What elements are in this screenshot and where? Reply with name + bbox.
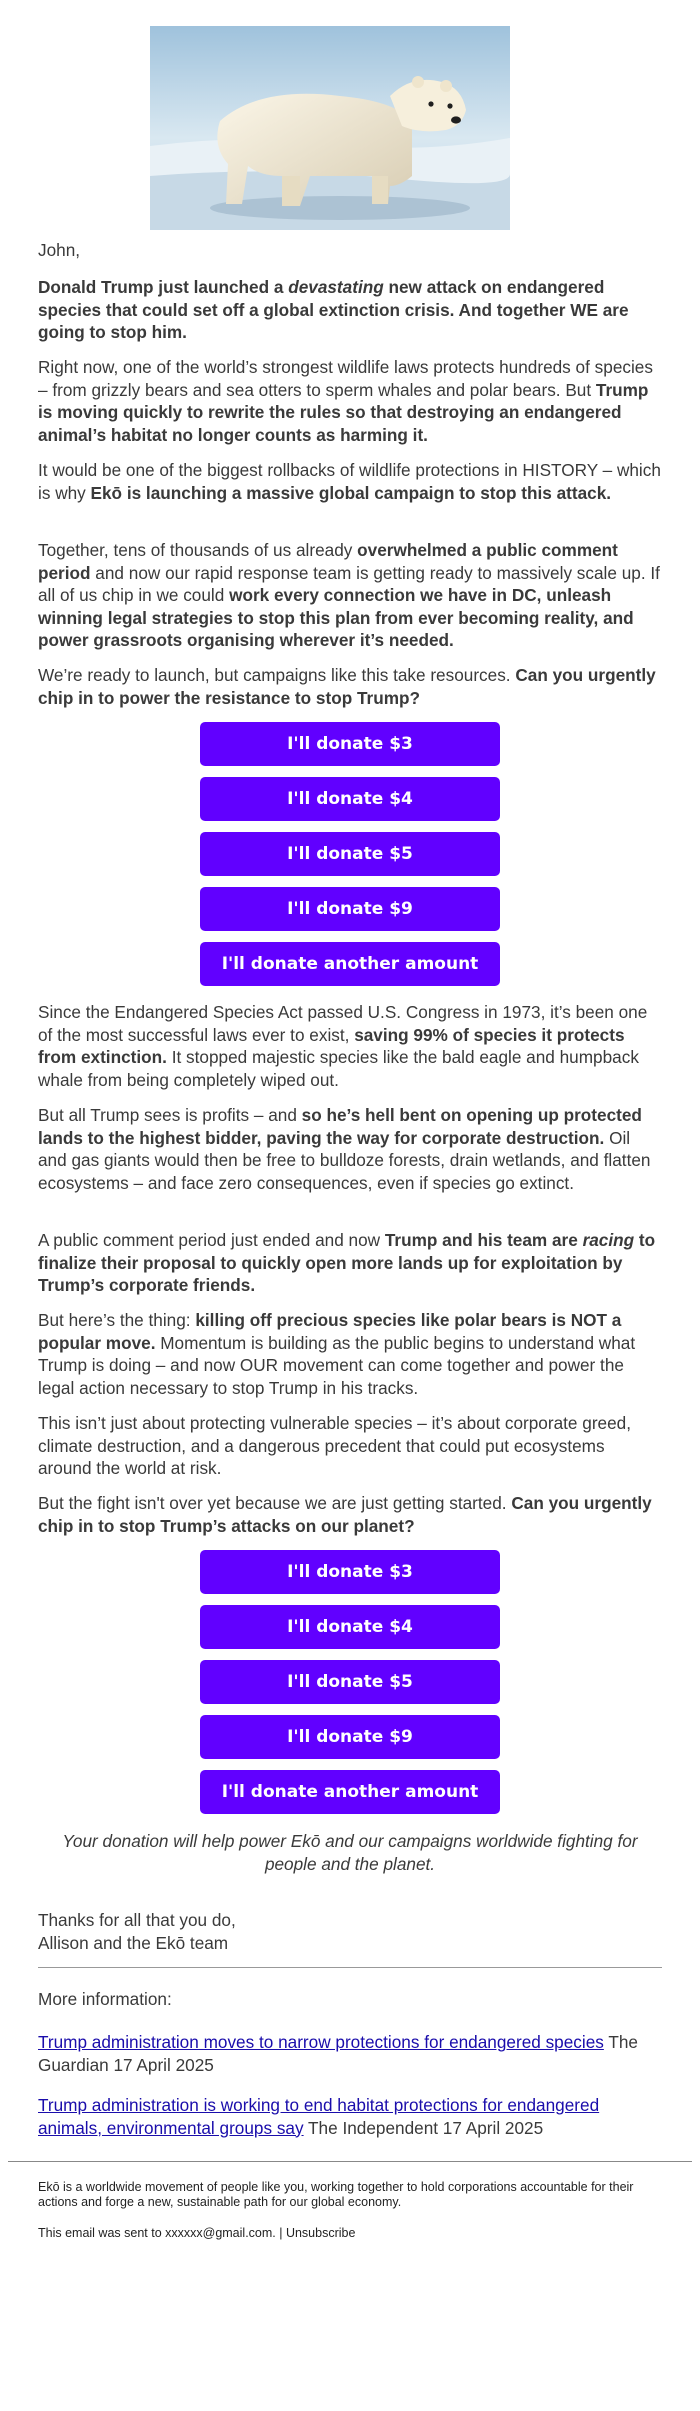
footer-sent-to: This email was sent to xxxxxx@gmail.com. | Unsubscribe xyxy=(38,2226,356,2240)
more-info-item-1 xyxy=(38,2031,662,2076)
guardian-article-link[interactable]: Trump administration moves to narrow protections for endangered species xyxy=(38,2032,604,2052)
donate-5-button-2[interactable]: I'll donate $5 xyxy=(200,1660,500,1704)
independent-article-link[interactable]: Trump administration is working to end habitat protections for endangered animals, environmental groups say xyxy=(38,2095,600,2138)
para11-bold: Can you urgently chip in to stop Trump’s attacks on our planet? xyxy=(38,1493,652,1536)
polar-bear-illustration xyxy=(150,26,510,230)
para3-bold: Ekō is launching a massive global campaign to stop this attack. xyxy=(90,482,612,503)
intro-b1: Donald Trump just launched a xyxy=(38,277,289,297)
para4-text2: and now our rapid response team is getting ready to massively scale up. If all of us chip in we could xyxy=(38,562,660,605)
para3-text: It would be one of the biggest rollbacks of wildlife protections in HISTORY – which is why xyxy=(38,460,661,503)
para11-text: But the fight isn't over yet because we are just getting started. xyxy=(38,1493,512,1513)
para8-bold1: Trump and his team are xyxy=(384,1230,583,1250)
footer-divider xyxy=(8,2161,692,2162)
signoff xyxy=(38,1909,662,1954)
footer-about: Ekō is a worldwide movement of people like you, working together to hold corporations accountable for their actions and forge a new, sustainable path for our global economy. xyxy=(38,2180,634,2209)
greeting: John, xyxy=(38,240,81,260)
signoff-line2: Allison and the Ekō team xyxy=(38,1932,229,1953)
paragraph-not-just-species: This isn’t just about protecting vulnerable species – it’s about corporate greed, climate destruction, and a dangerous precedent that could put ecosystems around the world at risk. xyxy=(38,1413,631,1478)
para6-bold: saving 99% of species it protects from extinction. xyxy=(38,1024,625,1067)
signoff-line1: Thanks for all that you do, xyxy=(38,1910,236,1930)
intro-em: devastating xyxy=(288,277,384,297)
donation-note: Your donation will help power Ekō and our campaigns worldwide fighting for people and the planet. xyxy=(62,1831,638,1874)
para5-bold: Can you urgently chip in to power the resistance to stop Trump? xyxy=(38,665,656,708)
donate-9-button-2[interactable]: I'll donate $9 xyxy=(200,1715,500,1759)
para8-em: racing xyxy=(582,1230,635,1250)
donate-4-button[interactable]: I'll donate $4 xyxy=(200,777,500,821)
donate-4-button-2[interactable]: I'll donate $4 xyxy=(200,1605,500,1649)
para4-text1: Together, tens of thousands of us already xyxy=(38,540,358,560)
paragraph-profits xyxy=(38,1104,662,1194)
para8-bold2: to finalize their proposal to quickly open more lands up for exploitation by Trump’s corporate friends. xyxy=(38,1230,656,1295)
para4-bold1: overwhelmed a public comment period xyxy=(38,540,618,583)
intro-b2: new attack on endangered species that could set off a global extinction crisis. And together WE are going to stop him. xyxy=(38,277,629,342)
independent-source: The Independent 17 April 2025 xyxy=(303,2117,544,2138)
para2-text: Right now, one of the world’s strongest wildlife laws protects hundreds of species – from grizzly bears and sea otters to sperm whales and polar bears. But xyxy=(38,357,653,400)
paragraph-fight-not-over xyxy=(38,1492,662,1537)
donate-other-amount-button-2[interactable]: I'll donate another amount xyxy=(200,1770,500,1814)
more-info-heading: More information: xyxy=(38,1989,172,2009)
donate-3-button[interactable]: I'll donate $3 xyxy=(200,722,500,766)
donate-3-button-2[interactable]: I'll donate $3 xyxy=(200,1550,500,1594)
paragraph-esa xyxy=(38,1001,662,1091)
paragraph-rollbacks xyxy=(38,459,662,504)
divider xyxy=(38,1967,662,1968)
para6-text1: Since the Endangered Species Act passed U.S. Congress in 1973, it’s been one of the most successful laws ever to exist, xyxy=(38,1002,648,1045)
donate-5-button[interactable]: I'll donate $5 xyxy=(200,832,500,876)
para4-bold2: work every connection we have in DC, unleash winning legal strategies to stop this plan from ever becoming reality, and power grassroots organising wherever it’s needed. xyxy=(38,585,634,650)
para7-bold: so he’s hell bent on opening up protected lands to the highest bidder, paving the way for corporate destruction. xyxy=(38,1105,642,1148)
intro-paragraph xyxy=(38,276,662,344)
paragraph-ready xyxy=(38,664,662,709)
para9-text1: But here’s the thing: xyxy=(38,1310,196,1330)
para2-bold: Trump is moving quickly to rewrite the rules so that destroying an endangered animal’s habitat no longer counts as harming it. xyxy=(38,379,649,445)
donate-other-amount-button[interactable]: I'll donate another amount xyxy=(200,942,500,986)
para7-text2: Oil and gas giants would then be free to bulldoze forests, drain wetlands, and flatten ecosystems – and face zero consequences, even if species go extinct. xyxy=(38,1127,651,1193)
paragraph-comment-period xyxy=(38,1229,662,1297)
para9-bold: killing off precious species like polar bears is NOT a popular move. xyxy=(38,1310,622,1353)
para8-text: A public comment period just ended and now xyxy=(38,1230,385,1250)
para9-text2: Momentum is building as the public begins to understand what Trump is doing – and now OUR movement can come together and power the legal action necessary to stop Trump in his tracks. xyxy=(38,1332,636,1398)
guardian-source: The Guardian 17 April 2025 xyxy=(38,2032,638,2075)
para6-text2: It stopped majestic species like the bald eagle and humpback whale from being completely wiped out. xyxy=(38,1047,639,1090)
more-info-item-2 xyxy=(38,2094,662,2139)
paragraph-wildlife-laws xyxy=(38,356,662,446)
para7-text1: But all Trump sees is profits – and xyxy=(38,1105,302,1125)
para5-text: We’re ready to launch, but campaigns like this take resources. xyxy=(38,665,516,685)
hero-image xyxy=(150,26,510,230)
paragraph-heres-the-thing xyxy=(38,1309,662,1399)
paragraph-together xyxy=(38,539,662,652)
donate-9-button[interactable]: I'll donate $9 xyxy=(200,887,500,931)
